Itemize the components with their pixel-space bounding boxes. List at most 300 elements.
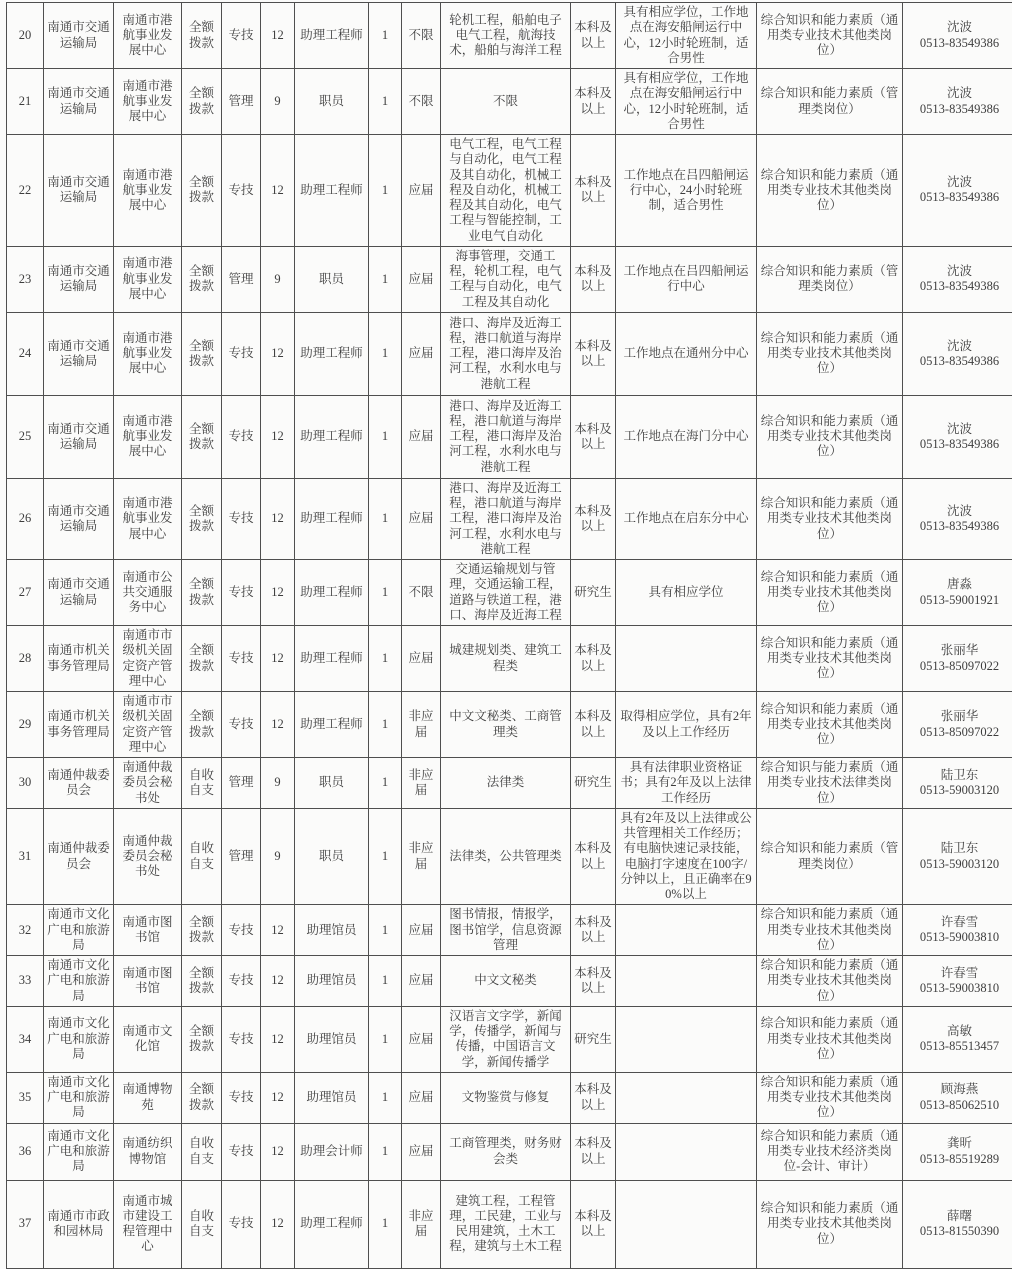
cell-headcount: 1: [369, 246, 402, 312]
table-row: [7, 1180, 1012, 1268]
cell-contact: [903, 69, 1012, 135]
cell-degree-requirement: 本科及以上: [571, 692, 616, 758]
cell-employer-unit: 南通仲裁委员会秘书处: [114, 758, 182, 809]
cell-exam-subject: 综合知识和能力素质（通用类专业技术其他类岗位）: [757, 1180, 903, 1268]
cell-post-title: 助理工程师: [295, 3, 369, 69]
cell-employer-unit: 南通市港航事业发展中心: [114, 246, 182, 312]
contact-phone: 0513-83549386: [906, 354, 1012, 369]
cell-exam-subject: 综合知识和能力素质（管理类岗位）: [757, 69, 903, 135]
cell-funding-type: 全额拨款: [182, 626, 222, 692]
cell-major-requirement: 交通运输规划与管理，交通运输工程，道路与铁道工程，港口、海岸及近海工程: [441, 560, 571, 626]
cell-post-title: 职员: [295, 246, 369, 312]
table-row: [7, 3, 1012, 69]
cell-supervising-dept: 南通市交通运输局: [44, 135, 114, 247]
contact-name: 唐淼: [906, 577, 1012, 592]
cell-supervising-dept: 南通市交通运输局: [44, 560, 114, 626]
table-row: [7, 692, 1012, 758]
table-row: [7, 69, 1012, 135]
cell-post-category: 管理: [222, 69, 261, 135]
cell-row-number: 25: [7, 395, 44, 478]
cell-funding-type: 全额拨款: [182, 135, 222, 247]
cell-eligibility: 应届: [402, 246, 441, 312]
cell-post-title: 助理馆员: [295, 956, 369, 1007]
contact-phone: 0513-59003120: [906, 783, 1012, 798]
contact-phone: 0513-59003810: [906, 981, 1012, 996]
cell-major-requirement: 电气工程，电气工程与自动化，电气工程及其自动化，机械工程及自动化，机械工程及其自动化，电气工程与智能控制，工业电气自动化: [441, 135, 571, 247]
cell-exam-subject: 综合知识和能力素质（通用类专业技术其他类岗位）: [757, 560, 903, 626]
cell-contact: [903, 135, 1012, 247]
cell-row-number: 24: [7, 312, 44, 395]
cell-degree-requirement: 本科及以上: [571, 626, 616, 692]
contact-phone: 0513-83549386: [906, 279, 1012, 294]
cell-post-grade: 12: [261, 3, 295, 69]
cell-supervising-dept: 南通市交通运输局: [44, 69, 114, 135]
cell-funding-type: 全额拨款: [182, 1072, 222, 1123]
cell-headcount: 1: [369, 69, 402, 135]
cell-post-category: 专技: [222, 395, 261, 478]
cell-degree-requirement: 研究生: [571, 1006, 616, 1072]
cell-contact: [903, 905, 1012, 956]
cell-post-title: 助理工程师: [295, 395, 369, 478]
contact-phone: 0513-59003810: [906, 930, 1012, 945]
cell-contact: [903, 395, 1012, 478]
cell-post-grade: 9: [261, 69, 295, 135]
cell-row-number: 30: [7, 758, 44, 809]
cell-other-conditions: [616, 1072, 757, 1123]
cell-degree-requirement: 本科及以上: [571, 3, 616, 69]
cell-contact: [903, 3, 1012, 69]
cell-post-title: 助理会计师: [295, 1123, 369, 1180]
cell-supervising-dept: 南通市交通运输局: [44, 395, 114, 478]
cell-other-conditions: 工作地点在吕四船闸运行中心: [616, 246, 757, 312]
cell-headcount: 1: [369, 905, 402, 956]
cell-post-grade: 12: [261, 135, 295, 247]
cell-exam-subject: 综合知识和能力素质（通用类专业技术其他类岗位）: [757, 3, 903, 69]
cell-exam-subject: 综合知识和能力素质（通用类专业技术其他类岗位）: [757, 478, 903, 559]
cell-other-conditions: 工作地点在吕四船闸运行中心，24小时轮班制，适合男性: [616, 135, 757, 247]
cell-exam-subject: 综合知识和能力素质（通用类专业技术其他类岗位）: [757, 135, 903, 247]
cell-row-number: 36: [7, 1123, 44, 1180]
table-row: [7, 758, 1012, 809]
contact-phone: 0513-83549386: [906, 36, 1012, 51]
cell-post-grade: 12: [261, 956, 295, 1007]
cell-employer-unit: 南通仲裁委员会秘书处: [114, 808, 182, 905]
cell-employer-unit: 南通市港航事业发展中心: [114, 478, 182, 559]
cell-post-category: 专技: [222, 956, 261, 1007]
cell-exam-subject: 综合知识和能力素质（通用类专业技术其他类岗位）: [757, 626, 903, 692]
cell-row-number: 21: [7, 69, 44, 135]
cell-funding-type: 全额拨款: [182, 692, 222, 758]
cell-contact: [903, 246, 1012, 312]
cell-post-title: 职员: [295, 758, 369, 809]
cell-contact: [903, 560, 1012, 626]
cell-contact: [903, 1180, 1012, 1268]
contact-name: 薛曙: [906, 1209, 1012, 1224]
cell-exam-subject: 综合知识和能力素质（通用类专业技术其他类岗位）: [757, 312, 903, 395]
cell-post-grade: 12: [261, 905, 295, 956]
cell-headcount: 1: [369, 1123, 402, 1180]
cell-supervising-dept: 南通市文化广电和旅游局: [44, 1123, 114, 1180]
cell-major-requirement: 中文文秘类: [441, 956, 571, 1007]
table-row: [7, 626, 1012, 692]
cell-eligibility: 应届: [402, 1123, 441, 1180]
table-row: [7, 312, 1012, 395]
cell-funding-type: 全额拨款: [182, 1006, 222, 1072]
cell-funding-type: 全额拨款: [182, 3, 222, 69]
cell-post-grade: 12: [261, 312, 295, 395]
cell-funding-type: 自收自支: [182, 1123, 222, 1180]
cell-headcount: 1: [369, 956, 402, 1007]
cell-employer-unit: 南通纺织博物馆: [114, 1123, 182, 1180]
cell-degree-requirement: 本科及以上: [571, 135, 616, 247]
cell-degree-requirement: 本科及以上: [571, 905, 616, 956]
cell-eligibility: 应届: [402, 626, 441, 692]
cell-employer-unit: 南通市城市建设工程管理中心: [114, 1180, 182, 1268]
cell-post-title: 助理馆员: [295, 1006, 369, 1072]
contact-phone: 0513-83549386: [906, 102, 1012, 117]
contact-name: 陆卫东: [906, 841, 1012, 856]
cell-funding-type: 全额拨款: [182, 956, 222, 1007]
contact-phone: 0513-85519289: [906, 1152, 1012, 1167]
contact-name: 沈波: [906, 175, 1012, 190]
cell-row-number: 23: [7, 246, 44, 312]
cell-other-conditions: 取得相应学位，具有2年及以上工作经历: [616, 692, 757, 758]
cell-eligibility: 应届: [402, 478, 441, 559]
contact-phone: 0513-81550390: [906, 1224, 1012, 1239]
cell-row-number: 22: [7, 135, 44, 247]
table-row: [7, 905, 1012, 956]
cell-headcount: 1: [369, 312, 402, 395]
cell-major-requirement: 中文文秘类、工商管理类: [441, 692, 571, 758]
cell-eligibility: 非应届: [402, 1180, 441, 1268]
cell-eligibility: 应届: [402, 312, 441, 395]
cell-post-title: 助理工程师: [295, 1180, 369, 1268]
cell-post-title: 助理工程师: [295, 135, 369, 247]
table-row: [7, 246, 1012, 312]
cell-eligibility: 应届: [402, 1006, 441, 1072]
cell-supervising-dept: 南通市机关事务管理局: [44, 692, 114, 758]
cell-exam-subject: 综合知识和能力素质（通用类专业技术其他类岗位）: [757, 692, 903, 758]
cell-other-conditions: 工作地点在通州分中心: [616, 312, 757, 395]
cell-major-requirement: 文物鉴赏与修复: [441, 1072, 571, 1123]
cell-row-number: 28: [7, 626, 44, 692]
table-row: [7, 478, 1012, 559]
cell-row-number: 35: [7, 1072, 44, 1123]
cell-post-category: 专技: [222, 3, 261, 69]
cell-row-number: 20: [7, 3, 44, 69]
cell-degree-requirement: 本科及以上: [571, 69, 616, 135]
cell-employer-unit: 南通市公共交通服务中心: [114, 560, 182, 626]
cell-supervising-dept: 南通市交通运输局: [44, 478, 114, 559]
table-row: [7, 956, 1012, 1007]
cell-other-conditions: [616, 1180, 757, 1268]
cell-post-category: 管理: [222, 758, 261, 809]
cell-major-requirement: 法律类，公共管理类: [441, 808, 571, 905]
cell-row-number: 34: [7, 1006, 44, 1072]
cell-other-conditions: [616, 956, 757, 1007]
cell-supervising-dept: 南通市交通运输局: [44, 3, 114, 69]
cell-headcount: 1: [369, 1180, 402, 1268]
cell-post-category: 专技: [222, 1072, 261, 1123]
cell-eligibility: 应届: [402, 395, 441, 478]
cell-post-title: 助理工程师: [295, 312, 369, 395]
cell-post-category: 专技: [222, 478, 261, 559]
cell-major-requirement: 法律类: [441, 758, 571, 809]
cell-supervising-dept: 南通仲裁委员会: [44, 758, 114, 809]
cell-post-title: 助理馆员: [295, 905, 369, 956]
cell-exam-subject: 综合知识和能力素质（管理类岗位）: [757, 246, 903, 312]
cell-exam-subject: 综合知识和能力素质（通用类专业技术其他类岗位）: [757, 395, 903, 478]
cell-supervising-dept: 南通仲裁委员会: [44, 808, 114, 905]
cell-eligibility: 非应届: [402, 808, 441, 905]
cell-degree-requirement: 本科及以上: [571, 808, 616, 905]
cell-contact: [903, 956, 1012, 1007]
contact-phone: 0513-85097022: [906, 659, 1012, 674]
cell-employer-unit: 南通市文化馆: [114, 1006, 182, 1072]
cell-headcount: 1: [369, 1072, 402, 1123]
cell-row-number: 26: [7, 478, 44, 559]
table-row: [7, 1006, 1012, 1072]
contact-phone: 0513-83549386: [906, 437, 1012, 452]
cell-post-grade: 12: [261, 395, 295, 478]
cell-funding-type: 自收自支: [182, 1180, 222, 1268]
cell-major-requirement: 图书情报，情报学，图书馆学，信息资源管理: [441, 905, 571, 956]
cell-supervising-dept: 南通市交通运输局: [44, 246, 114, 312]
cell-eligibility: 应届: [402, 956, 441, 1007]
contact-phone: 0513-85097022: [906, 725, 1012, 740]
cell-post-grade: 12: [261, 1180, 295, 1268]
cell-contact: [903, 808, 1012, 905]
cell-funding-type: 全额拨款: [182, 395, 222, 478]
cell-post-category: 专技: [222, 1123, 261, 1180]
cell-employer-unit: 南通市市级机关固定资产管理中心: [114, 626, 182, 692]
cell-degree-requirement: 本科及以上: [571, 478, 616, 559]
cell-degree-requirement: 本科及以上: [571, 1123, 616, 1180]
cell-degree-requirement: 研究生: [571, 560, 616, 626]
contact-name: 沈波: [906, 264, 1012, 279]
cell-eligibility: 应届: [402, 1072, 441, 1123]
cell-headcount: 1: [369, 478, 402, 559]
cell-eligibility: 非应届: [402, 758, 441, 809]
cell-other-conditions: 具有相应学位，工作地点在海安船闸运行中心，12小时轮班制，适合男性: [616, 3, 757, 69]
cell-eligibility: 不限: [402, 69, 441, 135]
cell-eligibility: 非应届: [402, 692, 441, 758]
contact-name: 沈波: [906, 339, 1012, 354]
table-row: [7, 808, 1012, 905]
cell-row-number: 29: [7, 692, 44, 758]
cell-funding-type: 自收自支: [182, 758, 222, 809]
contact-name: 顾海燕: [906, 1082, 1012, 1097]
table-row: [7, 135, 1012, 247]
cell-employer-unit: 南通市港航事业发展中心: [114, 69, 182, 135]
cell-degree-requirement: 本科及以上: [571, 246, 616, 312]
cell-supervising-dept: 南通市文化广电和旅游局: [44, 956, 114, 1007]
cell-headcount: 1: [369, 808, 402, 905]
cell-employer-unit: 南通市港航事业发展中心: [114, 135, 182, 247]
cell-other-conditions: [616, 1123, 757, 1180]
cell-post-category: 专技: [222, 312, 261, 395]
cell-headcount: 1: [369, 3, 402, 69]
contact-name: 沈波: [906, 20, 1012, 35]
cell-post-title: 助理工程师: [295, 478, 369, 559]
cell-supervising-dept: 南通市文化广电和旅游局: [44, 905, 114, 956]
contact-phone: 0513-59003120: [906, 857, 1012, 872]
cell-post-grade: 9: [261, 758, 295, 809]
cell-degree-requirement: 本科及以上: [571, 312, 616, 395]
cell-headcount: 1: [369, 758, 402, 809]
cell-post-category: 专技: [222, 1180, 261, 1268]
cell-exam-subject: 综合知识和能力素质（管理类岗位）: [757, 808, 903, 905]
cell-post-grade: 12: [261, 1006, 295, 1072]
cell-other-conditions: [616, 626, 757, 692]
cell-headcount: 1: [369, 560, 402, 626]
cell-supervising-dept: 南通市文化广电和旅游局: [44, 1006, 114, 1072]
contact-name: 张丽华: [906, 643, 1012, 658]
cell-funding-type: 全额拨款: [182, 312, 222, 395]
cell-funding-type: 全额拨款: [182, 69, 222, 135]
cell-funding-type: 全额拨款: [182, 246, 222, 312]
contact-name: 张丽华: [906, 709, 1012, 724]
cell-other-conditions: 具有2年及以上法律或公共管理相关工作经历；有电脑快速记录技能，电脑打字速度在100字/分钟以上，且正确率在90%以上: [616, 808, 757, 905]
cell-other-conditions: [616, 1006, 757, 1072]
cell-headcount: 1: [369, 395, 402, 478]
cell-employer-unit: 南通市市级机关固定资产管理中心: [114, 692, 182, 758]
cell-post-category: 专技: [222, 905, 261, 956]
cell-post-grade: 12: [261, 1072, 295, 1123]
table-row: [7, 1072, 1012, 1123]
cell-post-title: 职员: [295, 69, 369, 135]
cell-contact: [903, 626, 1012, 692]
cell-funding-type: 全额拨款: [182, 478, 222, 559]
cell-post-grade: 9: [261, 246, 295, 312]
cell-post-grade: 12: [261, 478, 295, 559]
cell-contact: [903, 478, 1012, 559]
cell-post-category: 专技: [222, 626, 261, 692]
cell-employer-unit: 南通市图书馆: [114, 956, 182, 1007]
cell-eligibility: 不限: [402, 560, 441, 626]
cell-row-number: 33: [7, 956, 44, 1007]
cell-headcount: 1: [369, 135, 402, 247]
cell-exam-subject: 综合知识和能力素质（通用类专业技术其他类岗位）: [757, 1006, 903, 1072]
cell-degree-requirement: 研究生: [571, 758, 616, 809]
cell-contact: [903, 758, 1012, 809]
cell-supervising-dept: 南通市文化广电和旅游局: [44, 1072, 114, 1123]
cell-post-category: 专技: [222, 692, 261, 758]
cell-post-category: 管理: [222, 246, 261, 312]
cell-post-grade: 9: [261, 808, 295, 905]
cell-eligibility: 应届: [402, 135, 441, 247]
cell-supervising-dept: 南通市机关事务管理局: [44, 626, 114, 692]
cell-supervising-dept: 南通市交通运输局: [44, 312, 114, 395]
cell-headcount: 1: [369, 626, 402, 692]
table-row: [7, 395, 1012, 478]
job-table-body: [7, 3, 1012, 1269]
cell-post-category: 专技: [222, 1006, 261, 1072]
contact-name: 许春雪: [906, 915, 1012, 930]
contact-name: 陆卫东: [906, 768, 1012, 783]
cell-contact: [903, 1072, 1012, 1123]
cell-post-category: 专技: [222, 135, 261, 247]
cell-post-title: 助理工程师: [295, 560, 369, 626]
contact-name: 沈波: [906, 422, 1012, 437]
cell-post-grade: 12: [261, 626, 295, 692]
cell-major-requirement: 城建规划类、建筑工程类: [441, 626, 571, 692]
cell-exam-subject: 综合知识和能力素质（通用类专业技术经济类岗位-会计、审计）: [757, 1123, 903, 1180]
cell-employer-unit: 南通博物苑: [114, 1072, 182, 1123]
cell-degree-requirement: 本科及以上: [571, 956, 616, 1007]
job-table-container: [6, 2, 1012, 1269]
table-row: [7, 560, 1012, 626]
cell-contact: [903, 692, 1012, 758]
cell-post-grade: 12: [261, 692, 295, 758]
cell-exam-subject: 综合知识与能力素质（通用类专业技术法律类岗位）: [757, 758, 903, 809]
cell-headcount: 1: [369, 1006, 402, 1072]
cell-contact: [903, 1123, 1012, 1180]
cell-exam-subject: 综合知识和能力素质（通用类专业技术其他类岗位）: [757, 1072, 903, 1123]
job-recruitment-table: [6, 2, 1012, 1269]
cell-supervising-dept: 南通市市政和园林局: [44, 1180, 114, 1268]
contact-phone: 0513-85062510: [906, 1098, 1012, 1113]
cell-post-category: 专技: [222, 560, 261, 626]
cell-row-number: 31: [7, 808, 44, 905]
contact-name: 沈波: [906, 86, 1012, 101]
cell-post-grade: 12: [261, 1123, 295, 1180]
cell-eligibility: 应届: [402, 905, 441, 956]
cell-major-requirement: 海事管理，交通工程，轮机工程，电气工程与自动化，电气工程及其自动化: [441, 246, 571, 312]
cell-other-conditions: 具有相应学位，工作地点在海安船闸运行中心，12小时轮班制，适合男性: [616, 69, 757, 135]
cell-employer-unit: 南通市图书馆: [114, 905, 182, 956]
cell-headcount: 1: [369, 692, 402, 758]
cell-employer-unit: 南通市港航事业发展中心: [114, 395, 182, 478]
contact-phone: 0513-85513457: [906, 1039, 1012, 1054]
cell-row-number: 27: [7, 560, 44, 626]
cell-funding-type: 全额拨款: [182, 560, 222, 626]
cell-major-requirement: 不限: [441, 69, 571, 135]
cell-post-category: 管理: [222, 808, 261, 905]
cell-employer-unit: 南通市港航事业发展中心: [114, 312, 182, 395]
cell-funding-type: 自收自支: [182, 808, 222, 905]
cell-employer-unit: 南通市港航事业发展中心: [114, 3, 182, 69]
contact-phone: 0513-83549386: [906, 519, 1012, 534]
cell-other-conditions: 具有法律职业资格证书；具有2年及以上法律工作经历: [616, 758, 757, 809]
contact-name: 许春雪: [906, 966, 1012, 981]
cell-other-conditions: 工作地点在海门分中心: [616, 395, 757, 478]
cell-post-grade: 12: [261, 560, 295, 626]
cell-post-title: 助理工程师: [295, 626, 369, 692]
cell-major-requirement: 轮机工程，船舶电子电气工程，航海技术，船舶与海洋工程: [441, 3, 571, 69]
cell-major-requirement: 港口、海岸及近海工程，港口航道与海岸工程，港口海岸及治河工程，水利水电与港航工程: [441, 312, 571, 395]
cell-eligibility: 不限: [402, 3, 441, 69]
cell-major-requirement: 港口、海岸及近海工程，港口航道与海岸工程，港口海岸及治河工程，水利水电与港航工程: [441, 395, 571, 478]
contact-phone: 0513-59001921: [906, 593, 1012, 608]
job-table-screenshot: [0, 2, 1012, 1145]
cell-row-number: 37: [7, 1180, 44, 1268]
cell-post-title: 职员: [295, 808, 369, 905]
cell-post-title: 助理馆员: [295, 1072, 369, 1123]
cell-other-conditions: 工作地点在启东分中心: [616, 478, 757, 559]
cell-post-title: 助理工程师: [295, 692, 369, 758]
cell-exam-subject: 综合知识和能力素质（通用类专业技术其他类岗位）: [757, 905, 903, 956]
cell-contact: [903, 312, 1012, 395]
contact-name: 龚昕: [906, 1136, 1012, 1151]
cell-row-number: 32: [7, 905, 44, 956]
contact-phone: 0513-83549386: [906, 190, 1012, 205]
cell-funding-type: 全额拨款: [182, 905, 222, 956]
contact-name: 沈波: [906, 504, 1012, 519]
cell-major-requirement: 建筑工程，工程管理，工民建，工业与民用建筑，土木工程，建筑与土木工程: [441, 1180, 571, 1268]
cell-degree-requirement: 本科及以上: [571, 1180, 616, 1268]
cell-major-requirement: 工商管理类，财务财会类: [441, 1123, 571, 1180]
